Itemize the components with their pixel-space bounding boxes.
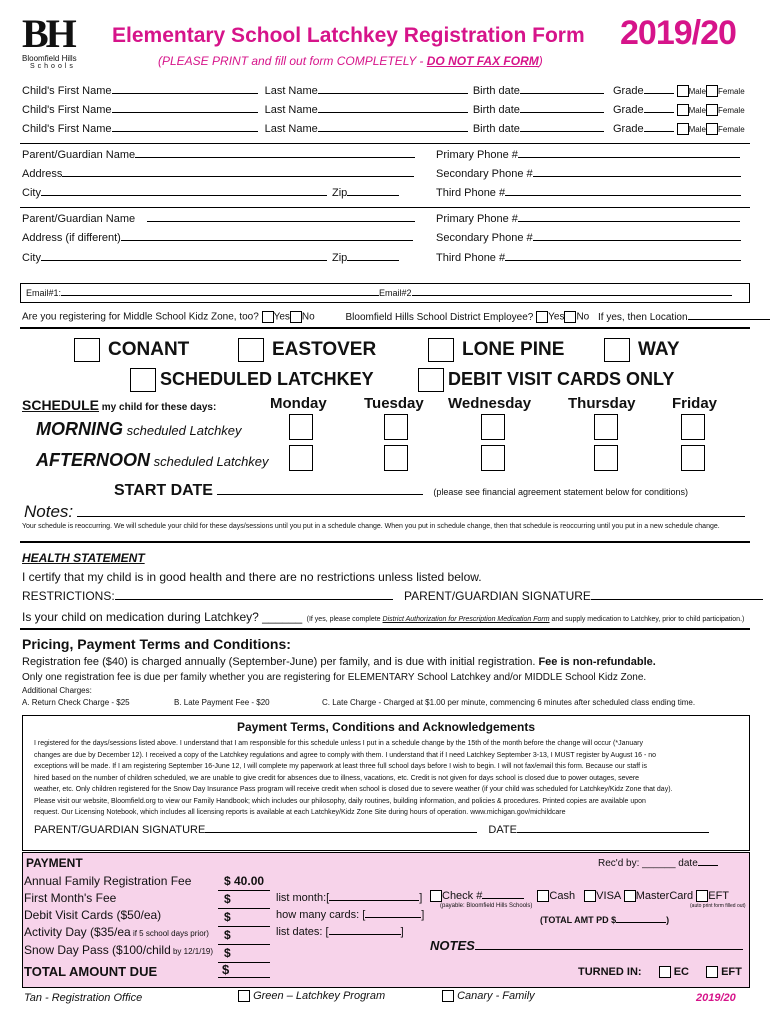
morning-tuesday-checkbox[interactable] xyxy=(384,414,408,440)
school-conant[interactable] xyxy=(74,338,189,362)
terms-date-label: DATE xyxy=(488,824,517,836)
list-dates-field[interactable] xyxy=(329,934,401,935)
terms-body xyxy=(34,738,740,819)
zip-field[interactable] xyxy=(347,260,399,261)
eft-checkbox[interactable] xyxy=(696,890,708,902)
payment-methods xyxy=(430,890,729,902)
payment-item-debit-cards: Debit Visit Cards ($50/ea) xyxy=(24,908,162,922)
scheduled-label: SCHEDULED LATCHKEY xyxy=(160,368,374,389)
child-first-name-field[interactable] xyxy=(112,93,258,94)
activity-note: if 5 school days prior) xyxy=(130,929,209,938)
green-copy-checkbox xyxy=(238,990,250,1002)
child-last-name-label: Last Name xyxy=(264,123,318,135)
reg-fee-text: Registration fee ($40) is charged annually (September-June) per family, and is due with initial registration. xyxy=(22,656,539,668)
child-last-name-label: Last Name xyxy=(264,85,318,97)
email1-label: Email#1: xyxy=(26,288,62,298)
zip-field[interactable] xyxy=(347,195,399,196)
logo-line1: Bloomfield Hills xyxy=(22,54,77,63)
male-label: Male xyxy=(688,106,706,115)
footer-canary: Canary - Family xyxy=(457,990,535,1002)
female-checkbox[interactable] xyxy=(706,104,718,116)
middle-no-label: No xyxy=(301,311,315,323)
child-last-name-label: Last Name xyxy=(264,104,318,116)
terms-date-field[interactable] xyxy=(517,832,709,833)
total-paid-label: (TOTAL AMT PD $ xyxy=(540,915,617,925)
total-due-value: $ xyxy=(222,962,230,977)
employee-question: Bloomfield Hills School District Employee? xyxy=(345,311,534,323)
amount-snow-value: $ xyxy=(224,946,231,960)
third-phone-field[interactable] xyxy=(505,195,741,196)
employee-no-checkbox[interactable] xyxy=(564,311,576,323)
middle-yes-label: Yes xyxy=(273,311,290,323)
morning-wednesday-checkbox[interactable] xyxy=(481,414,505,440)
payment-notes xyxy=(430,938,743,953)
amount-activity-value: $ xyxy=(224,928,231,942)
terms-line: request. Our Licensing Notebook, which includes all licensing reports is available at each Latchkey/Kidz Zone Site during hours of operation. www.michigan.gov/michildcare xyxy=(34,809,566,816)
guardian2-address-row xyxy=(22,232,413,244)
activity-label: Activity Day ($35/ea xyxy=(24,925,131,939)
afternoon-row-label xyxy=(36,450,269,471)
restrictions-field[interactable] xyxy=(115,599,393,600)
payment-details: list month:[ ] how many cards: [ ] list dates: [ ] xyxy=(276,892,425,938)
guardian1-third-row xyxy=(436,187,741,199)
instruction-text: (PLEASE PRINT and fill out form COMPLETELY - xyxy=(158,54,427,68)
amount-activity[interactable] xyxy=(218,927,270,945)
list-month-field[interactable] xyxy=(329,900,419,901)
male-checkbox[interactable] xyxy=(677,85,689,97)
third-phone-label: Third Phone # xyxy=(436,252,506,264)
cash-label: Cash xyxy=(549,890,576,902)
secondary-phone-field[interactable] xyxy=(533,240,741,241)
birth-date-label: Birth date xyxy=(472,104,520,116)
day-tuesday: Tuesday xyxy=(364,395,424,412)
child-last-name-field[interactable] xyxy=(318,112,468,113)
medication-row xyxy=(22,608,744,626)
divider xyxy=(20,541,750,543)
eastover-label: EASTOVER xyxy=(272,339,377,361)
amount-registration-value: $ 40.00 xyxy=(224,874,265,888)
terms-line: I registered for the days/sessions listed above. I understand that I am responsible for this schedule unless I put in a schedule change by the 15th of the month before the change will occur (*January xyxy=(34,740,643,747)
restrictions-label: RESTRICTIONS: xyxy=(22,589,115,603)
footer-tan: Tan - Registration Office xyxy=(24,992,143,1004)
parent-name-label: Parent/Guardian Name xyxy=(22,149,136,161)
turned-in-label: TURNED IN: xyxy=(578,966,642,978)
charge-c: C. Late Charge - Charged at $1.00 per minute, commencing 6 minutes after scheduled class ending time. xyxy=(322,698,696,707)
no-fax-text: DO NOT FAX FORM xyxy=(426,54,539,68)
male-label: Male xyxy=(688,87,706,96)
notes-field[interactable] xyxy=(77,516,745,517)
primary-phone-label: Primary Phone # xyxy=(436,213,518,225)
instruction-end: ) xyxy=(538,54,543,68)
recurring-note: Your schedule is reoccurring. We will schedule your child for these days/sessions until you put in a schedule change. When you put in schedule change, then that schedule is reoccurring until you put in a new schedule change. xyxy=(22,523,720,530)
payment-item-registration: Annual Family Registration Fee xyxy=(24,874,192,888)
conant-label: CONANT xyxy=(108,339,190,361)
auto-note: (auto print form filled out) xyxy=(690,903,746,909)
guardian1-secondary-row xyxy=(436,168,741,180)
start-date-label: START DATE xyxy=(114,482,213,499)
day-thursday: Thursday xyxy=(568,395,636,412)
afternoon-wednesday-checkbox[interactable] xyxy=(481,445,505,471)
third-phone-field[interactable] xyxy=(505,260,741,261)
morning-thursday-checkbox[interactable] xyxy=(594,414,618,440)
male-label: Male xyxy=(688,125,706,134)
charge-b: B. Late Payment Fee - $20 xyxy=(174,698,270,707)
only-one-fee: Only one registration fee is due per family whether you are registering for ELEMENTARY School Latchkey and/or MIDDLE School Kidz Zone. xyxy=(22,672,647,683)
amount-first-month-value: $ xyxy=(224,892,231,906)
terms-line: exceptions will be made. If I am registering September 16-June 12, I will complete my paperwork at least three full school days before I wish to begin. I will not fax/email this form. Because our staff is xyxy=(34,763,648,770)
grade-label: Grade xyxy=(613,85,644,97)
lone-pine-label: LONE PINE xyxy=(462,339,565,361)
morning-sub: scheduled Latchkey xyxy=(123,423,242,438)
recd-date-field[interactable] xyxy=(698,865,718,866)
child-first-name-field[interactable] xyxy=(112,112,258,113)
check-number-field[interactable] xyxy=(482,898,524,899)
afternoon-friday-checkbox[interactable] xyxy=(681,445,705,471)
child-first-name-label: Child's First Name xyxy=(22,85,112,97)
middle-school-question: Are you registering for Middle School Kidz Zone, too? xyxy=(22,311,259,323)
grade-field[interactable] xyxy=(644,93,674,94)
zip-label: Zip xyxy=(332,187,348,199)
payment-item-activity-day xyxy=(24,924,213,942)
how-many-label: how many cards: [ xyxy=(276,909,366,921)
email1-field[interactable] xyxy=(61,295,379,296)
footer-year: 2019/20 xyxy=(696,992,736,1004)
afternoon-sub: scheduled Latchkey xyxy=(150,454,269,469)
terms-line: weather, etc. Only children registered for the Snow Day Insurance Pass program will receive credit when school is closed due to severe weather (if your child was scheduled for Latchkey/Kidz Zone that day). xyxy=(34,786,673,793)
footer-green: Green – Latchkey Program xyxy=(253,990,386,1002)
cash-checkbox[interactable] xyxy=(537,890,549,902)
eft-turned-in-label: EFT xyxy=(721,966,742,978)
terms-signature-field[interactable] xyxy=(205,832,477,833)
total-paid-field[interactable] xyxy=(616,922,666,923)
eft-label: EFT xyxy=(708,890,730,902)
employee-no-label: No xyxy=(576,311,590,323)
afternoon-monday-checkbox[interactable] xyxy=(289,445,313,471)
grade-label: Grade xyxy=(613,104,644,116)
middle-yes-checkbox[interactable] xyxy=(262,311,274,323)
guardian2-secondary-row xyxy=(436,232,741,244)
payment-title: PAYMENT xyxy=(26,856,83,870)
parent-name-field[interactable] xyxy=(135,157,415,158)
city-label: City xyxy=(22,187,41,199)
email2-field[interactable] xyxy=(412,295,732,296)
amount-debit-cards-value: $ xyxy=(224,910,231,924)
amount-first-month[interactable] xyxy=(218,891,270,909)
employee-yes-checkbox[interactable] xyxy=(536,311,548,323)
option-debit[interactable] xyxy=(418,368,674,392)
female-label: Female xyxy=(717,87,745,96)
medication-form-link[interactable]: District Authorization for Prescription Medication Form xyxy=(382,616,550,623)
child-row-1 xyxy=(22,85,745,97)
schedule-label: SCHEDULE xyxy=(22,397,100,413)
schedule-heading xyxy=(22,397,216,415)
total-due-label: TOTAL AMOUNT DUE xyxy=(24,964,158,979)
female-checkbox[interactable] xyxy=(706,85,718,97)
mastercard-label: MasterCard xyxy=(635,890,694,902)
address-field[interactable] xyxy=(62,176,414,177)
total-due-amount[interactable] xyxy=(218,962,270,978)
terms-line: changes are due by December 12). I received a copy of the Latchkey regulations and agree to comply with them. I understand that if I need Latchkey September 3-13, I MUST register by August 16 - no xyxy=(34,751,657,759)
grade-label: Grade xyxy=(613,123,644,135)
health-signature-label: PARENT/GUARDIAN SIGNATURE xyxy=(404,589,591,603)
morning-monday-checkbox[interactable] xyxy=(289,414,313,440)
email-row xyxy=(26,288,732,298)
birth-date-label: Birth date xyxy=(472,123,520,135)
charge-a: A. Return Check Charge - $25 xyxy=(22,698,130,707)
payment-notes-field[interactable] xyxy=(475,949,743,950)
terms-line: hired based on the number of children scheduled, we are unable to give credit for absences due to illness, vacations, etc. Credit is not given for days school is closed due to power outages, severe xyxy=(34,774,640,782)
medication-question: Is your child on medication during Latchkey? ______ xyxy=(22,610,303,624)
day-friday: Friday xyxy=(672,395,718,412)
child-row-3 xyxy=(22,123,745,135)
terms-signature-label: PARENT/GUARDIAN SIGNATURE xyxy=(34,824,206,836)
grade-field[interactable] xyxy=(644,131,674,132)
notes-label: Notes: xyxy=(24,502,74,521)
employee-yes-label: Yes xyxy=(548,311,565,323)
address-different-label: Address (if different) xyxy=(22,232,121,244)
form-year: 2019/20 xyxy=(620,14,736,52)
list-dates-label: list dates: [ xyxy=(276,926,329,938)
how-many-field[interactable] xyxy=(365,917,421,918)
health-certify: I certify that my child is in good health and there are no restrictions unless listed below. xyxy=(22,570,482,584)
reg-fee-bold: Fee is non-refundable. xyxy=(538,656,656,668)
guardian2-city-row xyxy=(22,252,399,264)
amount-registration[interactable] xyxy=(218,873,270,891)
day-monday: Monday xyxy=(270,395,327,412)
footer-green-item xyxy=(238,990,385,1002)
guardian1-city-row xyxy=(22,187,399,199)
start-date-field[interactable] xyxy=(217,494,423,495)
birth-date-label: Birth date xyxy=(472,85,520,97)
payment-item-first-month: First Month's Fee xyxy=(24,891,117,905)
eft-turned-in-checkbox[interactable] xyxy=(706,966,718,978)
female-checkbox[interactable] xyxy=(706,123,718,135)
child-last-name-field[interactable] xyxy=(318,131,468,132)
amount-snow[interactable] xyxy=(218,945,270,963)
third-phone-label: Third Phone # xyxy=(436,187,506,199)
female-label: Female xyxy=(717,106,745,115)
questions-row xyxy=(22,311,770,323)
city-label: City xyxy=(22,252,41,264)
male-checkbox[interactable] xyxy=(677,104,689,116)
snow-label: Snow Day Pass ($100/child xyxy=(24,943,171,957)
notes-row xyxy=(24,502,745,522)
additional-charges: Additional Charges: xyxy=(22,686,92,695)
eastover-checkbox[interactable] xyxy=(238,338,264,362)
start-date-note: (please see financial agreement statement below for conditions) xyxy=(433,487,689,497)
child-first-name-label: Child's First Name xyxy=(22,123,112,135)
school-lone-pine[interactable] xyxy=(428,338,564,362)
middle-no-checkbox[interactable] xyxy=(290,311,302,323)
guardian1-name-row xyxy=(22,149,415,161)
address-different-field[interactable] xyxy=(121,240,413,241)
payment-amounts xyxy=(218,873,270,963)
amount-debit-cards[interactable] xyxy=(218,909,270,927)
primary-phone-field[interactable] xyxy=(518,221,740,222)
logo-letters: BH xyxy=(22,11,74,56)
list-month-label: list month:[ xyxy=(276,892,330,904)
parent-name-field[interactable] xyxy=(147,221,415,222)
email2-label: Email#2 xyxy=(379,288,412,298)
schedule-sub: my child for these days: xyxy=(99,402,217,413)
recd-by-label: Rec'd by: ______ date xyxy=(598,858,698,869)
birth-date-field[interactable] xyxy=(520,112,604,113)
secondary-phone-label: Secondary Phone # xyxy=(436,232,533,244)
primary-phone-field[interactable] xyxy=(518,157,740,158)
parent-name-label: Parent/Guardian Name xyxy=(22,213,136,225)
total-paid: (TOTAL AMT PD $ ) xyxy=(540,915,670,925)
health-signature-field[interactable] xyxy=(591,599,763,600)
payable-note: (payable: Bloomfield Hills Schools) xyxy=(440,903,533,909)
morning-label: MORNING xyxy=(36,419,123,439)
primary-phone-label: Primary Phone # xyxy=(436,149,518,161)
ec-checkbox[interactable] xyxy=(659,966,671,978)
location-field[interactable] xyxy=(688,319,770,320)
school-eastover[interactable] xyxy=(238,338,376,362)
option-scheduled[interactable] xyxy=(130,368,374,392)
medication-note-pre: (If yes, please complete xyxy=(306,616,383,623)
terms-line: Please visit our website, Bloomfield.org to view our Family Handbook; which includes our philosophy, daily routines, building information, and policies & procedures. Printed copies are available upon xyxy=(34,797,646,805)
terms-signature-row xyxy=(34,824,709,836)
turned-in xyxy=(578,966,742,978)
school-way[interactable] xyxy=(604,338,680,362)
payment-items xyxy=(24,873,213,960)
child-last-name-field[interactable] xyxy=(318,93,468,94)
debit-label: DEBIT VISIT CARDS ONLY xyxy=(448,368,675,389)
child-first-name-label: Child's First Name xyxy=(22,104,112,116)
pricing-title: Pricing, Payment Terms and Conditions: xyxy=(22,636,291,652)
secondary-phone-field[interactable] xyxy=(533,176,741,177)
medication-note-post: and supply medication to Latchkey, prior to child participation.) xyxy=(549,616,745,623)
lone-pine-checkbox[interactable] xyxy=(428,338,454,362)
canary-copy-checkbox xyxy=(442,990,454,1002)
conant-checkbox[interactable] xyxy=(74,338,100,362)
terms-title: Payment Terms, Conditions and Acknowledgements xyxy=(236,720,536,734)
check-checkbox[interactable] xyxy=(430,890,442,902)
payment-item-snow-day xyxy=(24,942,213,960)
guardian2-third-row xyxy=(436,252,741,264)
snow-note: by 12/1/19) xyxy=(170,947,213,956)
scheduled-checkbox[interactable] xyxy=(130,368,156,392)
form-title: Elementary School Latchkey Registration Form xyxy=(112,24,585,47)
city-field[interactable] xyxy=(41,195,327,196)
child-row-2 xyxy=(22,104,745,116)
morning-friday-checkbox[interactable] xyxy=(681,414,705,440)
grade-field[interactable] xyxy=(644,112,674,113)
secondary-phone-label: Secondary Phone # xyxy=(436,168,533,180)
debit-checkbox[interactable] xyxy=(418,368,444,392)
recd-by xyxy=(598,858,718,869)
way-label: WAY xyxy=(638,339,680,361)
location-label: If yes, then Location xyxy=(598,311,688,323)
logo-line2: Schools xyxy=(30,63,76,70)
print-instruction xyxy=(158,54,543,68)
restrictions-row xyxy=(22,589,763,603)
birth-date-field[interactable] xyxy=(520,93,604,94)
guardian2-name-row xyxy=(22,213,415,225)
health-title: HEALTH STATEMENT xyxy=(22,551,145,565)
male-checkbox[interactable] xyxy=(677,123,689,135)
female-label: Female xyxy=(717,125,745,134)
divider xyxy=(20,143,750,144)
zip-label: Zip xyxy=(332,252,348,264)
afternoon-tuesday-checkbox[interactable] xyxy=(384,445,408,471)
divider xyxy=(20,327,750,329)
child-first-name-field[interactable] xyxy=(112,131,258,132)
payment-notes-label: NOTES xyxy=(430,938,475,953)
afternoon-label: AFTERNOON xyxy=(36,450,150,470)
divider xyxy=(20,207,750,208)
city-field[interactable] xyxy=(41,260,327,261)
mastercard-checkbox[interactable] xyxy=(624,890,636,902)
footer-canary-item xyxy=(442,990,535,1002)
district-logo xyxy=(22,11,94,76)
guardian1-address-row xyxy=(22,168,414,180)
visa-label: VISA xyxy=(596,890,621,902)
guardian2-primary-row xyxy=(436,213,740,225)
divider xyxy=(20,628,750,630)
morning-row-label xyxy=(36,419,242,440)
day-wednesday: Wednesday xyxy=(448,395,532,412)
birth-date-field[interactable] xyxy=(520,131,604,132)
ec-label: EC xyxy=(673,966,689,978)
check-label: Check # xyxy=(442,890,483,902)
registration-fee xyxy=(22,656,656,668)
guardian1-primary-row xyxy=(436,149,740,161)
start-date-row xyxy=(114,482,688,500)
visa-checkbox[interactable] xyxy=(584,890,596,902)
address-label: Address xyxy=(22,168,63,180)
afternoon-thursday-checkbox[interactable] xyxy=(594,445,618,471)
way-checkbox[interactable] xyxy=(604,338,630,362)
